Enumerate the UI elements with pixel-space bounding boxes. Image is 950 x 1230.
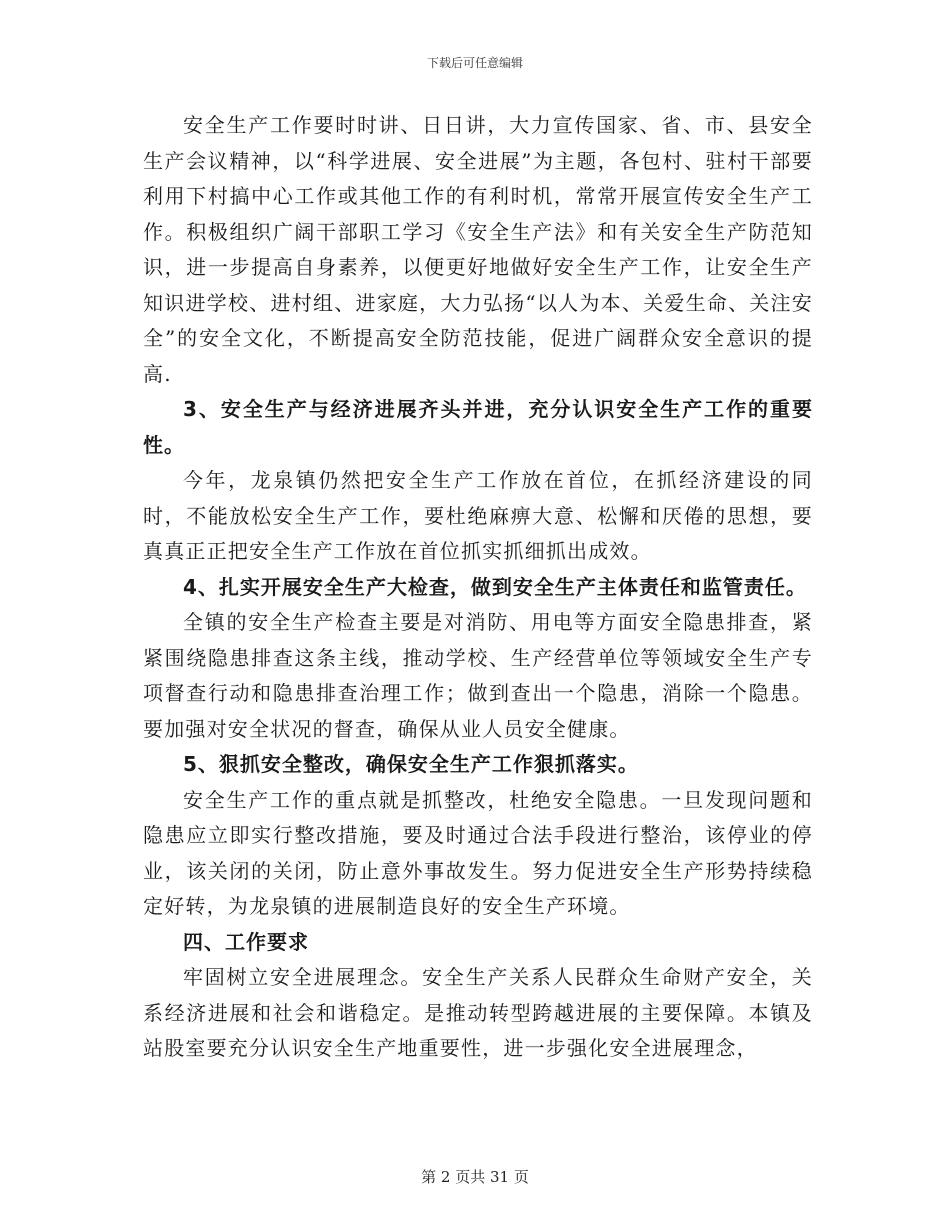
section-heading: 4、扎实开展安全生产大检查，做到安全生产主体责任和监管责任。 — [183, 574, 807, 599]
page-header: 下载后可任意编辑 — [426, 56, 523, 70]
section-heading: 5、狠抓安全整改，确保安全生产工作狠抓落实。 — [183, 752, 639, 776]
chapter-heading: 四、工作要求 — [183, 929, 309, 954]
body-paragraph: 安全生产工作的重点就是抓整改，杜绝安全隐患。一旦发现问题和隐患应立即实行整改措施，要及时通过合法手段进行整治，该停业的停业，该关闭的关闭，防止意外事故发生。努力促进安全生产形势持续稳定好转，为龙泉镇的进展制造良好的安全生产环境。 — [143, 787, 813, 918]
body-paragraph: 安全生产工作要时时讲、日日讲，大力宣传国家、省、市、县安全生产会议精神，以“科学进展、安全进展”为主题，各包村、驻村干部要利用下村搞中心工作或其他工作的有利时机，常常开展宣传安全生产工作。积极组织广阔干部职工学习《安全生产法》和有关安全生产防范知识，进一步提高自身素养，以便更好地做好安全生产工作，让安全生产知识进学校、进村组、进家庭，大力弘扬“以人为本、关爱生命、关注安全”的安全文化，不断提高安全防范技能，促进广阔群众安全意识的提高. — [143, 113, 813, 386]
page-number: 第 2 页共 31 页 — [421, 1168, 529, 1186]
body-paragraph: 今年，龙泉镇仍然把安全生产工作放在首位，在抓经济建设的同时，不能放松安全生产工作，要杜绝麻痹大意、松懈和厌倦的思想，要真真正正把安全生产工作放在首位抓实抓细抓出成效。 — [143, 468, 813, 563]
body-paragraph: 牢固树立安全进展理念。安全生产关系人民群众生命财产安全，关系经济进展和社会和谐稳定。是推动转型跨越进展的主要保障。本镇及站股室要充分认识安全生产地重要性，进一步强化安全进展理念， — [143, 965, 813, 1060]
section-heading: 3、安全生产与经济进展齐头并进，充分认识安全生产工作的重要性。 — [143, 397, 813, 457]
document-body — [143, 108, 813, 1067]
body-paragraph: 全镇的安全生产检查主要是对消防、用电等方面安全隐患排查，紧紧围绕隐患排查这条主线，推动学校、生产经营单位等领域安全生产专项督查行动和隐患排查治理工作；做到查出一个隐患，消除一个隐患。要加强对安全状况的督查，确保从业人员安全健康。 — [143, 610, 813, 741]
